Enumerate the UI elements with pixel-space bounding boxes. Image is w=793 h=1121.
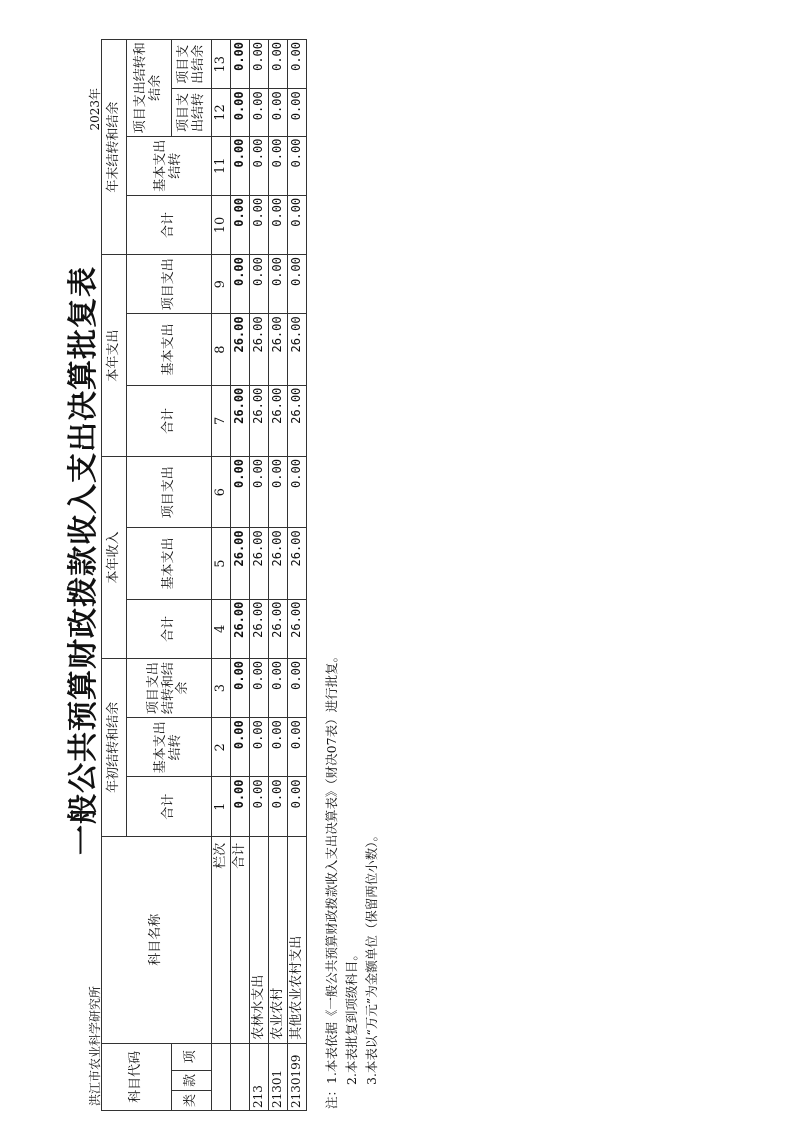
cell-value: 0.00: [288, 658, 307, 717]
column-number: 1: [212, 777, 231, 836]
cell-value: 26.00: [250, 599, 269, 658]
column-number: 6: [212, 457, 231, 528]
cell-value: 0.00: [288, 457, 307, 528]
cell-value: 26.00: [288, 314, 307, 385]
table-row: [288, 40, 307, 1111]
cell-value: 0.00: [250, 457, 269, 528]
header-income-basic: 基本支出: [127, 528, 212, 599]
cell-value: 0.00: [269, 136, 288, 195]
budget-table: [101, 39, 307, 1111]
header-begin-project: 项目支出结转和结余: [127, 658, 212, 717]
column-number: 12: [212, 89, 231, 136]
column-number: 7: [212, 385, 231, 456]
cell-value: 0.00: [250, 89, 269, 136]
note-line: 注：1.本表依据《一般公共预算财政拨款收入支出决算表》（财决07表）进行批复。: [324, 649, 339, 1109]
row-name: 农业农村: [269, 836, 288, 1043]
row-name: 农林水支出: [250, 836, 269, 1043]
row-code: 21301: [269, 1043, 288, 1110]
page-title: 一般公共预算财政拨款收入支出决算批复表: [66, 266, 101, 855]
header-expense-project: 项目支出: [127, 255, 212, 314]
column-number: 13: [212, 40, 231, 89]
cell-value: 26.00: [269, 385, 288, 456]
column-index-row: [212, 40, 231, 1111]
cell-value: 0.00: [269, 777, 288, 836]
cell-value: 26.00: [231, 528, 250, 599]
row-name: 合计: [231, 836, 250, 1043]
header-subject-name: 科目名称: [102, 836, 212, 1043]
cell-value: 0.00: [231, 457, 250, 528]
header-expense-basic: 基本支出: [127, 314, 212, 385]
cell-value: 0.00: [250, 658, 269, 717]
table-row-total: [231, 40, 250, 1111]
cell-value: 0.00: [231, 89, 250, 136]
cell-value: 26.00: [288, 528, 307, 599]
cell-value: 26.00: [231, 385, 250, 456]
column-number: 4: [212, 599, 231, 658]
row-code: [231, 1043, 250, 1110]
table-row: [269, 40, 288, 1111]
header-income-project: 项目支出: [127, 457, 212, 528]
header-end-basic: 基本支出结转: [127, 136, 212, 195]
cell-value: 0.00: [250, 195, 269, 254]
cell-value: 0.00: [288, 40, 307, 89]
cell-value: 0.00: [269, 195, 288, 254]
cell-value: 26.00: [231, 314, 250, 385]
cell-value: 0.00: [269, 89, 288, 136]
row-code: 2130199: [288, 1043, 307, 1110]
header-lei: 类: [172, 1090, 212, 1110]
header-end-project-group: 项目支出结转和结余: [127, 40, 172, 137]
cell-value: 0.00: [231, 718, 250, 777]
header-end-group: 年末结转和结余: [102, 40, 127, 255]
header-begin-basic: 基本支出结转: [127, 718, 212, 777]
cell-value: 0.00: [231, 777, 250, 836]
cell-value: 0.00: [269, 40, 288, 89]
header-subject-code: 科目代码: [102, 1043, 172, 1110]
cell-value: 26.00: [250, 528, 269, 599]
column-number: 2: [212, 718, 231, 777]
row-name: 其他农业农村支出: [288, 836, 307, 1043]
cell-value: 26.00: [269, 599, 288, 658]
cell-value: 26.00: [250, 385, 269, 456]
header-begin-total: 合计: [127, 777, 212, 836]
cell-value: 26.00: [288, 385, 307, 456]
cell-value: 26.00: [250, 314, 269, 385]
notes: [322, 650, 382, 1109]
cell-value: 0.00: [250, 255, 269, 314]
header-end-project-surplus: 项目支出结余: [172, 40, 212, 89]
header-expense-group: 本年支出: [102, 255, 127, 457]
cell-value: 26.00: [231, 599, 250, 658]
cell-value: 0.00: [288, 255, 307, 314]
header-expense-total: 合计: [127, 385, 212, 456]
cell-value: 0.00: [250, 777, 269, 836]
cell-value: 0.00: [269, 718, 288, 777]
report-year: 2023年: [88, 88, 102, 131]
cell-value: 0.00: [231, 658, 250, 717]
row-code: 213: [250, 1043, 269, 1110]
cell-value: 0.00: [288, 718, 307, 777]
header-income-group: 本年收入: [102, 457, 127, 659]
table-row: [250, 40, 269, 1111]
header-xiang: 项: [172, 1043, 212, 1070]
note-line: 3.本表以“万元”为金额单位（保留两位小数）。: [364, 829, 379, 1085]
cell-value: 0.00: [269, 255, 288, 314]
cell-value: 0.00: [269, 658, 288, 717]
header-kuan: 款: [172, 1070, 212, 1090]
column-number: 5: [212, 528, 231, 599]
cell-value: 0.00: [231, 195, 250, 254]
cell-value: 0.00: [250, 718, 269, 777]
column-number: 11: [212, 136, 231, 195]
unit-name: 洪江市农业科学研究所: [88, 985, 102, 1106]
column-index-label: 栏次: [212, 836, 231, 1043]
column-number: 10: [212, 195, 231, 254]
column-number: 8: [212, 314, 231, 385]
column-number: 3: [212, 658, 231, 717]
cell-value: 0.00: [231, 255, 250, 314]
column-number: 9: [212, 255, 231, 314]
header-end-total: 合计: [127, 195, 212, 254]
header-begin-group: 年初结转和结余: [102, 658, 127, 836]
cell-value: 0.00: [288, 89, 307, 136]
cell-value: 26.00: [288, 599, 307, 658]
header-income-total: 合计: [127, 599, 212, 658]
cell-value: 0.00: [288, 136, 307, 195]
cell-value: 26.00: [269, 314, 288, 385]
cell-value: 26.00: [269, 528, 288, 599]
cell-value: 0.00: [269, 457, 288, 528]
cell-value: 0.00: [250, 136, 269, 195]
cell-value: 0.00: [231, 40, 250, 89]
note-line: 2.本表批复到项级科目。: [344, 948, 359, 1085]
cell-value: 0.00: [231, 136, 250, 195]
cell-value: 0.00: [288, 195, 307, 254]
cell-value: 0.00: [250, 40, 269, 89]
cell-value: 0.00: [288, 777, 307, 836]
header-end-project-carry: 项目支出结转: [172, 89, 212, 136]
